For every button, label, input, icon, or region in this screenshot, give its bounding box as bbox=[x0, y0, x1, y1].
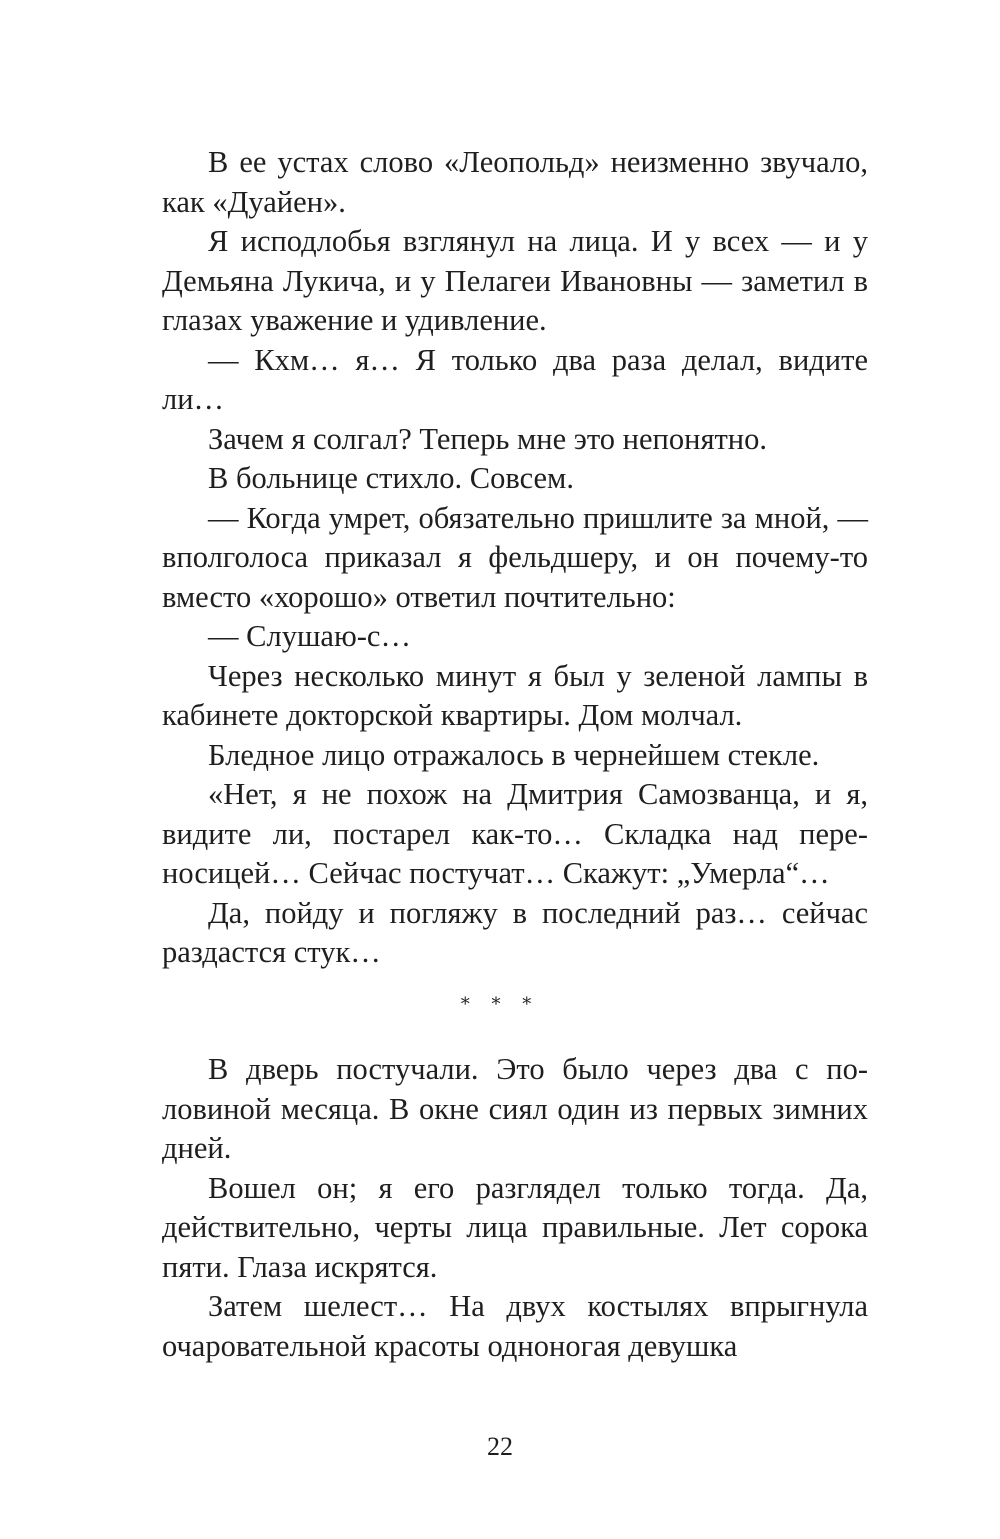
paragraph: Зачем я солгал? Теперь мне это непонятно. bbox=[208, 421, 767, 456]
text-block-before-break bbox=[162, 143, 868, 973]
paragraph: — Когда умрет, обязательно пришлите за мной, — вполголоса приказал я фельдшеру, и он почему-то вместо «хорошо» ответил почтительно: bbox=[162, 500, 868, 614]
paragraph: В больнице стихло. Совсем. bbox=[208, 461, 574, 495]
paragraph: — Слушаю-с… bbox=[208, 619, 411, 653]
paragraph: Затем шелест… На двух костылях впрыгнула очаровательной красоты одноногая девушка bbox=[162, 1289, 868, 1363]
paragraph: Через несколько минут я был у зеленой лампы в кабинете докторской квартиры. Дом молчал. bbox=[162, 658, 868, 732]
paragraph: Бледное лицо отражалось в чернейшем стекле. bbox=[208, 737, 820, 772]
page-number: 22 bbox=[487, 1432, 513, 1461]
paragraph: В дверь постучали. Это было через два с половиной месяца. В окне сиял один из первых зимних дней. bbox=[162, 1052, 868, 1165]
paragraph: В ее устах слово «Леопольд» неизменно звучало, как «Дуайен». bbox=[162, 145, 868, 219]
paragraph: Да, пойду и погляжу в последний раз… сейчас раздастся стук… bbox=[162, 895, 868, 969]
paragraph: «Нет, я не похож на Дмитрия Самозванца, и я, видите ли, постарел как-то… Складка над переносицей… Сейчас постучат… Скажут: „Умерла“… bbox=[162, 777, 868, 890]
paragraph: Я исподлобья взглянул на лица. И у всех — и у Демьяна Лукича, и у Пелагеи Ивановны — заметил в глазах уважение и удивление. bbox=[162, 224, 868, 337]
section-break: * * * bbox=[460, 994, 540, 1015]
paragraph: — Кхм… я… Я только два раза делал, видите ли… bbox=[162, 342, 868, 416]
paragraph: Вошел он; я его разглядел только тогда. Да, действительно, черты лица правильные. Лет сорока пяти. Глаза искрятся. bbox=[162, 1170, 868, 1284]
text-block-after-break bbox=[162, 1050, 868, 1366]
